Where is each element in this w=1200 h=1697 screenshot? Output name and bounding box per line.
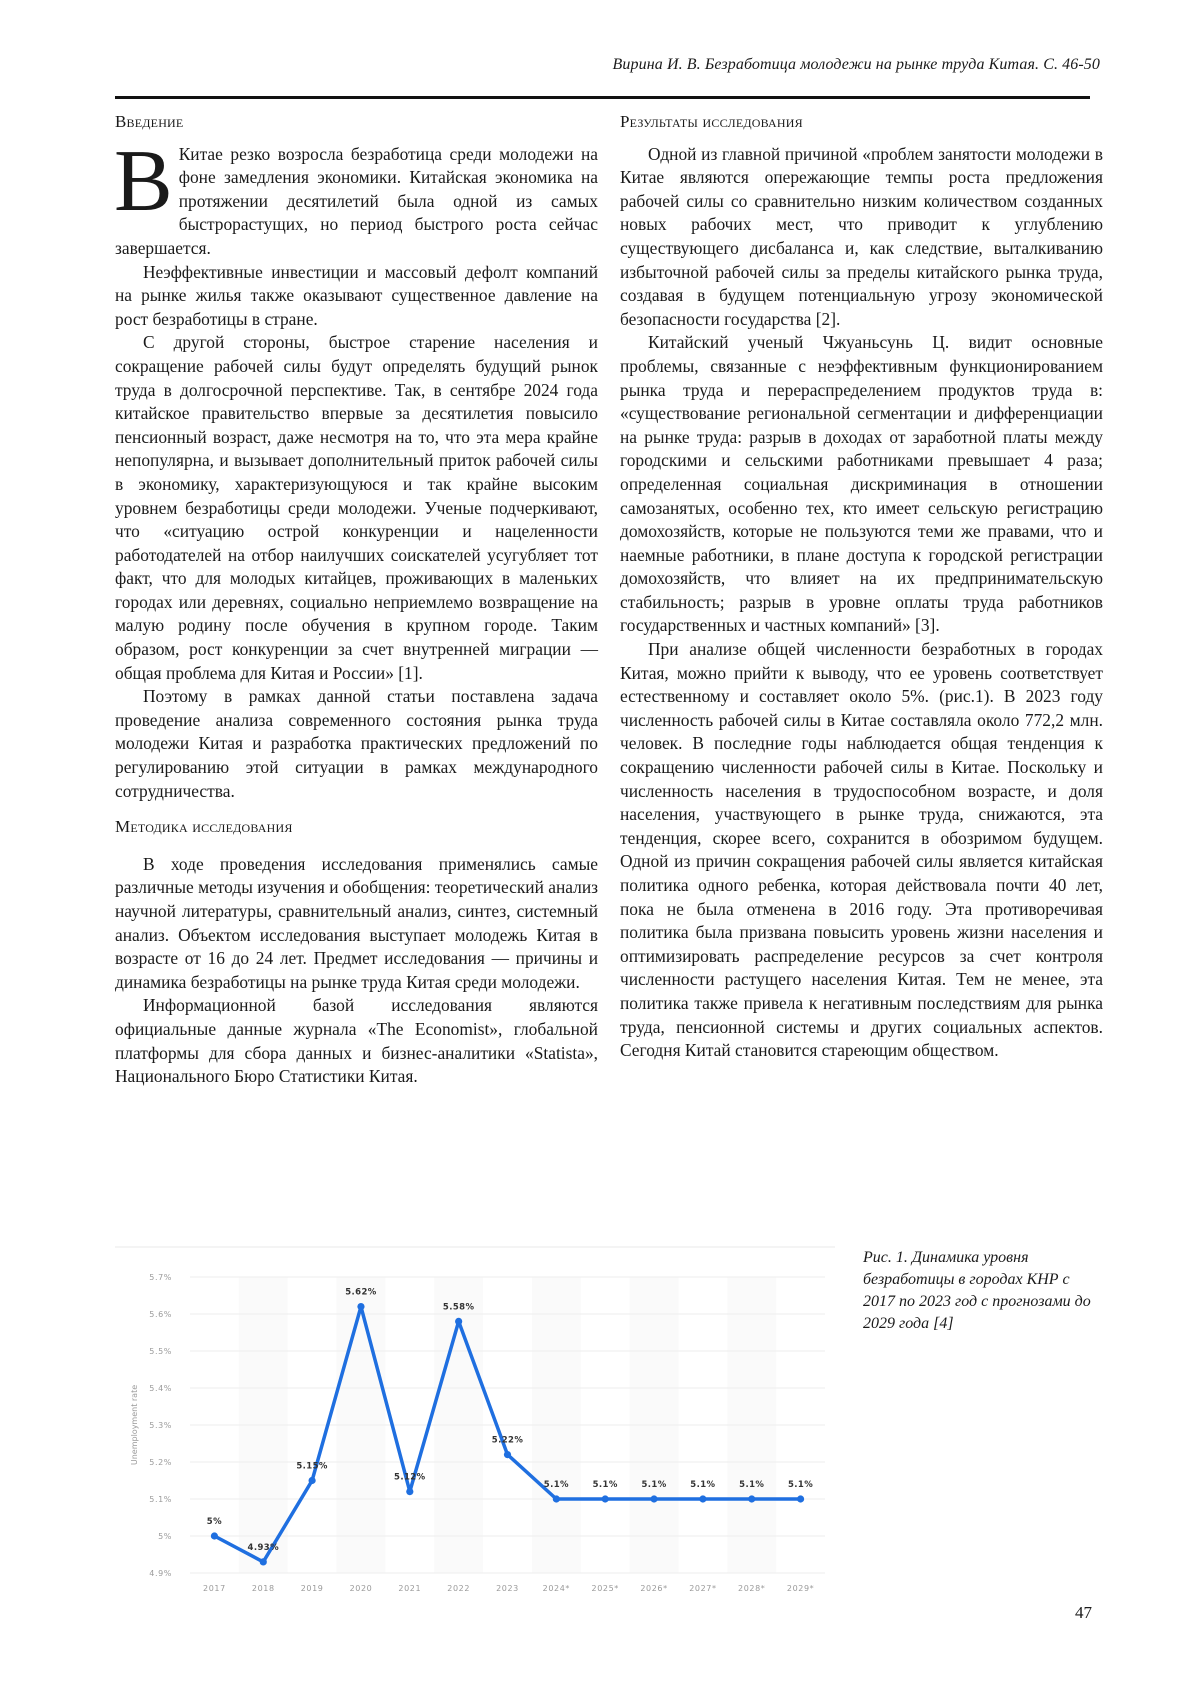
svg-text:2022: 2022	[447, 1584, 471, 1593]
intro-paragraph-1-text: Китае резко возросла безработица среди молодежи на фоне замедления экономики. Китайская экономика на протяжении десятилетий была одной из самых быстрорастущих, но период быстрого роста сейчас завершается.	[115, 143, 598, 258]
svg-text:5.4%: 5.4%	[149, 1384, 172, 1393]
svg-text:5.15%: 5.15%	[296, 1461, 328, 1472]
figure-caption: Рис. 1. Динамика уровня безработицы в городах КНР с 2017 по 2023 год с прогнозами до 2029 года [4]	[863, 1249, 1091, 1332]
page-number: 47	[1075, 1603, 1092, 1622]
chart-canvas	[115, 1245, 835, 1605]
svg-text:4.9%: 4.9%	[149, 1569, 172, 1578]
svg-text:5.12%: 5.12%	[394, 1472, 426, 1483]
svg-text:5.1%: 5.1%	[690, 1480, 716, 1490]
svg-text:5%: 5%	[206, 1517, 223, 1527]
svg-text:5.1%: 5.1%	[592, 1480, 618, 1490]
svg-text:2019: 2019	[300, 1584, 324, 1593]
svg-text:5.1%: 5.1%	[739, 1480, 765, 1490]
intro-paragraph-1	[114, 132, 598, 261]
svg-text:2029*: 2029*	[786, 1584, 815, 1593]
left-column	[115, 110, 598, 1089]
svg-text:2024*: 2024*	[542, 1584, 571, 1593]
svg-text:4.93%: 4.93%	[247, 1542, 280, 1553]
intro-paragraph-3: С другой стороны, быстрое старение населения и сокращение рабочей силы будут определять будущий рынок труда в долгосрочной перспективе. Так, в сентябре 2024 года китайское правительство впервые за десятилетия повысило пенсионный возраст, даже несмотря на то, что эта мера крайне непопулярна, и вызывает дополнительный приток рабочей силы в экономику, характеризующуюся и так крайне высоким уровнем безработицы среди молодежи. Ученые подчеркивают, что «ситуацию острой конкуренции и нацеленности работодателей на отбор наилучших соискателей усугубляет тот факт, что для молодых китайцев, проживающих в маленьких городах или деревнях, социально неприемлемо возвращение на малую родину после обучения в крупном городе. Таким образом, рост конкуренции за счет внутренней миграции — общая проблема для Китая и России» [1].	[115, 332, 598, 683]
section-title-introduction: Введение	[115, 112, 184, 131]
svg-text:2021: 2021	[398, 1584, 422, 1593]
svg-text:2026*: 2026*	[640, 1584, 668, 1593]
results-paragraph-3: При анализе общей численности безработных в городах Китая, можно прийти к выводу, что ее уровень соответствует естественному и составляет около 5%. (рис.1). В 2023 году численность рабочей силы в Китае составляла около 772,2 млн. человек. В последние годы наблюдается общая тенденция к сокращению численности рабочей силы в Китае. Поскольку и численность населения в трудоспособном возрасте, и доля населения, участвующего в рынке труда, снижаются, эта тенденция, скорее всего, сохранится в обозримом будущем. Одной из причин сокращения рабочей силы является китайская политика одного ребенка, которая действовала почти 40 лет, пока не была отменена в 2016 году. Эта противоречивая политика была призвана повысить уровень жизни населения и оптимизировать распределение ресурсов за счет контроля численности растущего населения Китая. Тем не менее, эта политика также привела к негативным последствиям для рынка труда, пенсионной системы и других социальных аспектов. Сегодня Китай становится стареющим обществом.	[620, 639, 1103, 1061]
svg-text:5.3%: 5.3%	[149, 1421, 172, 1430]
svg-text:5.22%: 5.22%	[491, 1435, 524, 1446]
svg-text:Unemployment rate: Unemployment rate	[130, 1384, 139, 1466]
results-paragraph-1: Одной из главной причиной «проблем занятости молодежи в Китае являются опережающие темпы роста предложения рабочей силы со сравнительно низким количеством созданных новых рабочих мест, что приводит к углублению существующего дисбаланса и, как следствие, выталкиванию избыточной рабочей силы за пределы китайского рынка труда, создавая в будущем потенциальную угрозу экономической безопасности государства [2].	[620, 143, 1103, 329]
svg-text:2018: 2018	[251, 1584, 275, 1593]
svg-text:5.7%: 5.7%	[149, 1273, 172, 1282]
intro-paragraph-2: Неэффективные инвестиции и массовый дефолт компаний на рынке жилья также оказывают существенное давление на рост безработицы в стране.	[115, 261, 598, 329]
svg-text:2023: 2023	[496, 1584, 519, 1593]
methods-paragraph-2: Информационной базой исследования являются официальные данные журнала «The Economist», глобальной платформы для сбора данных и бизнес-аналитики «Statista», Национального Бюро Статистики Китая.	[115, 995, 598, 1087]
svg-text:5.2%: 5.2%	[149, 1458, 172, 1467]
section-title-methods: Методика исследования	[115, 817, 293, 837]
header-rule	[115, 96, 1090, 99]
svg-text:2025*: 2025*	[591, 1584, 619, 1593]
svg-text:2027*: 2027*	[689, 1584, 717, 1593]
svg-text:5.1%: 5.1%	[641, 1480, 667, 1490]
unemployment-line-chart	[115, 1245, 835, 1605]
svg-text:2017: 2017	[203, 1584, 226, 1593]
svg-text:2028*: 2028*	[738, 1584, 766, 1593]
svg-text:5.6%: 5.6%	[149, 1310, 172, 1319]
results-paragraph-2: Китайский ученый Чжуаньсунь Ц. видит основные проблемы, связанные с неэффективным функционированием рынка труда и перераспределением продуктов труда в: «существование региональной сегментации и дифференциации на рынке труда: разрыв в доходах от заработной платы между городскими и сельскими работниками превышает 4 раза; определенная социальная дискриминация в отношении самозанятых, особенно тех, кто имеет сельскую регистрацию домохозяйств, которые не пользуются теми же правами, что и наемные работники, в плане доступа к городской регистрации домохозяйств, что влияет на их предпринимательскую стабильность; разрыв в уровне оплаты труда работников государственных и частных компаний» [3].	[620, 332, 1103, 636]
svg-text:5.1%: 5.1%	[149, 1495, 172, 1504]
drop-cap: В	[114, 132, 173, 230]
intro-paragraph-4: Поэтому в рамках данной статьи поставлена задача проведение анализа современного состояния рынка труда молодежи Китая и разработка практических предложений по регулированию этой ситуации в рамках международного сотрудничества.	[115, 686, 598, 801]
right-column	[620, 110, 1103, 1063]
svg-text:5%: 5%	[158, 1532, 172, 1541]
svg-text:5.1%: 5.1%	[543, 1480, 569, 1490]
methods-paragraph-1: В ходе проведения исследования применялись самые различные методы изучения и обобщения: теоретический анализ научной литературы, сравнительный анализ, синтез, системный анализ. Объектом исследования выступает молодежь Китая в возрасте от 16 до 24 лет. Предмет исследования — причины и динамика безработицы на рынке труда Китая среди молодежи.	[115, 853, 598, 992]
svg-text:2020: 2020	[349, 1584, 373, 1593]
svg-text:5.1%: 5.1%	[787, 1480, 814, 1490]
section-title-results: Результаты исследования	[620, 112, 803, 131]
running-head: Вирина И. В. Безработица молодежи на рынке труда Китая. С. 46-50	[612, 56, 1100, 73]
svg-text:5.62%: 5.62%	[345, 1287, 377, 1298]
svg-text:5.58%: 5.58%	[442, 1302, 475, 1313]
svg-text:5.5%: 5.5%	[149, 1347, 172, 1356]
